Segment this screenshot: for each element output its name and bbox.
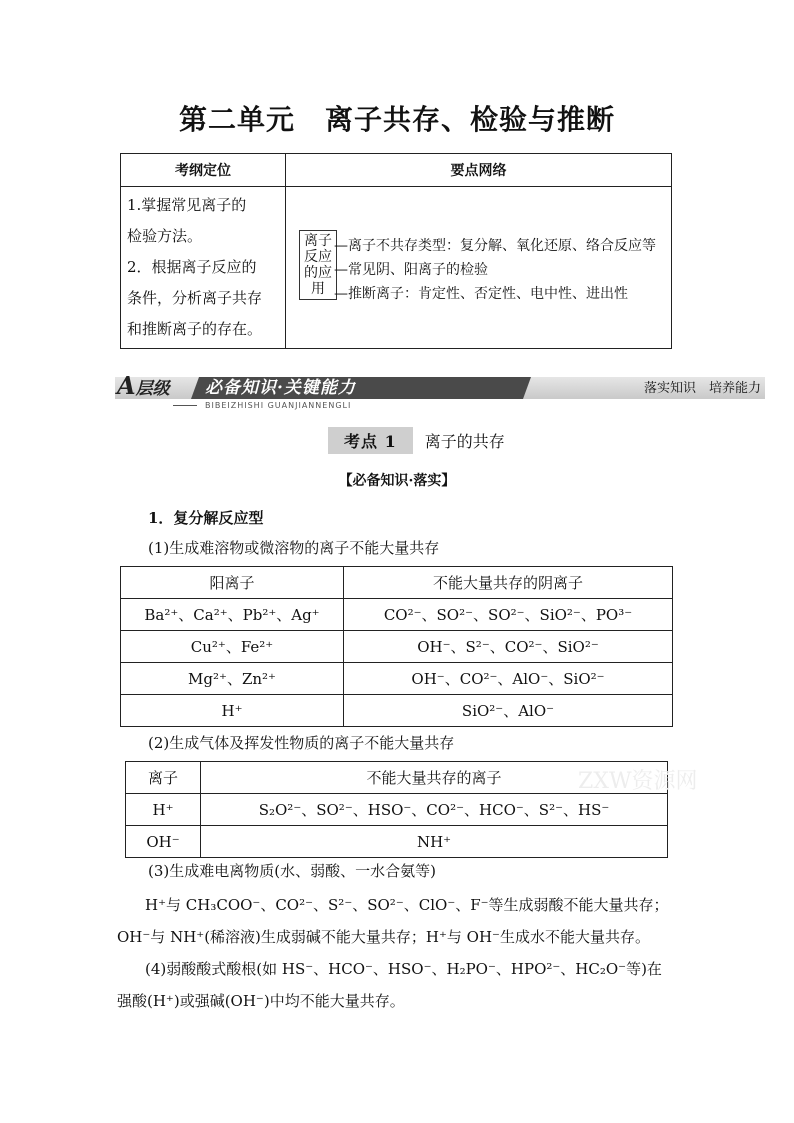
banner-pinyin: BIBEIZHISHI GUANJIANNENGLI xyxy=(205,401,352,410)
table-header: 不能大量共存的阴离子 xyxy=(344,567,673,599)
branch-item: —离子不共存类型：复分解、氧化还原、络合反应等 xyxy=(334,238,656,254)
table-header: 阳离子 xyxy=(121,567,344,599)
level-banner xyxy=(115,371,771,410)
kaodian-name: 离子的共存 xyxy=(424,432,505,451)
branch-item: —推断离子：肯定性、否定性、电中性、进出性 xyxy=(334,286,628,302)
unit-label: 第二单元 xyxy=(178,103,295,136)
unit-topic: 离子共存、检验与推断 xyxy=(325,103,616,136)
kaodian-tag: 考点 1 xyxy=(328,427,413,454)
branch-item: —常见阴、阳离子的检验 xyxy=(334,262,488,278)
paragraph-weak-acid: H⁺与 CH₃COO⁻、CO²⁻、S²⁻、SO²⁻、ClO⁻、F⁻等生成弱酸不能大量共存； OH⁻与 NH⁺(稀溶液)生成弱碱不能大量共存；H⁺与 OH⁻生成水不能大量共存。 xyxy=(117,896,669,946)
outline-network xyxy=(286,187,672,349)
table-header: 不能大量共存的离子 xyxy=(201,762,668,794)
network-root-box: 离子 反应 的应 用 xyxy=(299,230,337,300)
outline-col-right: 要点网络 xyxy=(286,154,672,187)
banner-right-text: 落实知识 培养能力 xyxy=(643,381,761,396)
level-mark: A层级 xyxy=(117,371,170,400)
banner-slogan: 必备知识·关键能力 xyxy=(205,378,356,398)
page-title xyxy=(0,98,794,138)
table-row: Cu²⁺、Fe²⁺ OH⁻、S²⁻、CO²⁻、SiO²⁻ xyxy=(121,631,673,663)
heading-1-2: (2)生成气体及挥发性物质的离子不能大量共存 xyxy=(148,734,455,752)
table-row: H⁺ SiO²⁻、AlO⁻ xyxy=(121,695,673,727)
outline-goals: 1.掌握常见离子的 检验方法。 2．根据离子反应的 条件，分析离子共存 和推断离子的存在。 xyxy=(121,187,286,349)
heading-1: 1．复分解反应型 xyxy=(148,509,264,527)
table-header: 离子 xyxy=(126,762,201,794)
table-row: Mg²⁺、Zn²⁺ OH⁻、CO²⁻、AlO⁻、SiO²⁻ xyxy=(121,663,673,695)
outline-table xyxy=(120,153,672,349)
table-row: H⁺ S₂O²⁻、SO²⁻、HSO⁻、CO²⁻、HCO⁻、S²⁻、HS⁻ xyxy=(126,794,668,826)
watermark: ZXW资源网 xyxy=(578,769,698,794)
network-branches xyxy=(334,234,656,306)
outline-col-left: 考纲定位 xyxy=(121,154,286,187)
kaodian-heading xyxy=(328,427,505,454)
table-row: OH⁻ NH⁺ xyxy=(126,826,668,858)
paragraph-acid-salt: (4)弱酸酸式酸根(如 HS⁻、HCO⁻、HSO⁻、H₂PO⁻、HPO²⁻、HC₂O⁻等)在 强酸(H⁺)或强碱(OH⁻)中均不能大量共存。 xyxy=(117,960,662,1010)
heading-1-1: (1)生成难溶物或微溶物的离子不能大量共存 xyxy=(148,539,440,557)
table-row: Ba²⁺、Ca²⁺、Pb²⁺、Ag⁺ CO²⁻、SO²⁻、SO²⁻、SiO²⁻、PO³⁻ xyxy=(121,599,673,631)
heading-1-3: (3)生成难电离物质(水、弱酸、一水合氨等) xyxy=(148,862,436,880)
section-head: 【必备知识·落实】 xyxy=(338,473,456,489)
table-precipitate xyxy=(120,566,673,727)
